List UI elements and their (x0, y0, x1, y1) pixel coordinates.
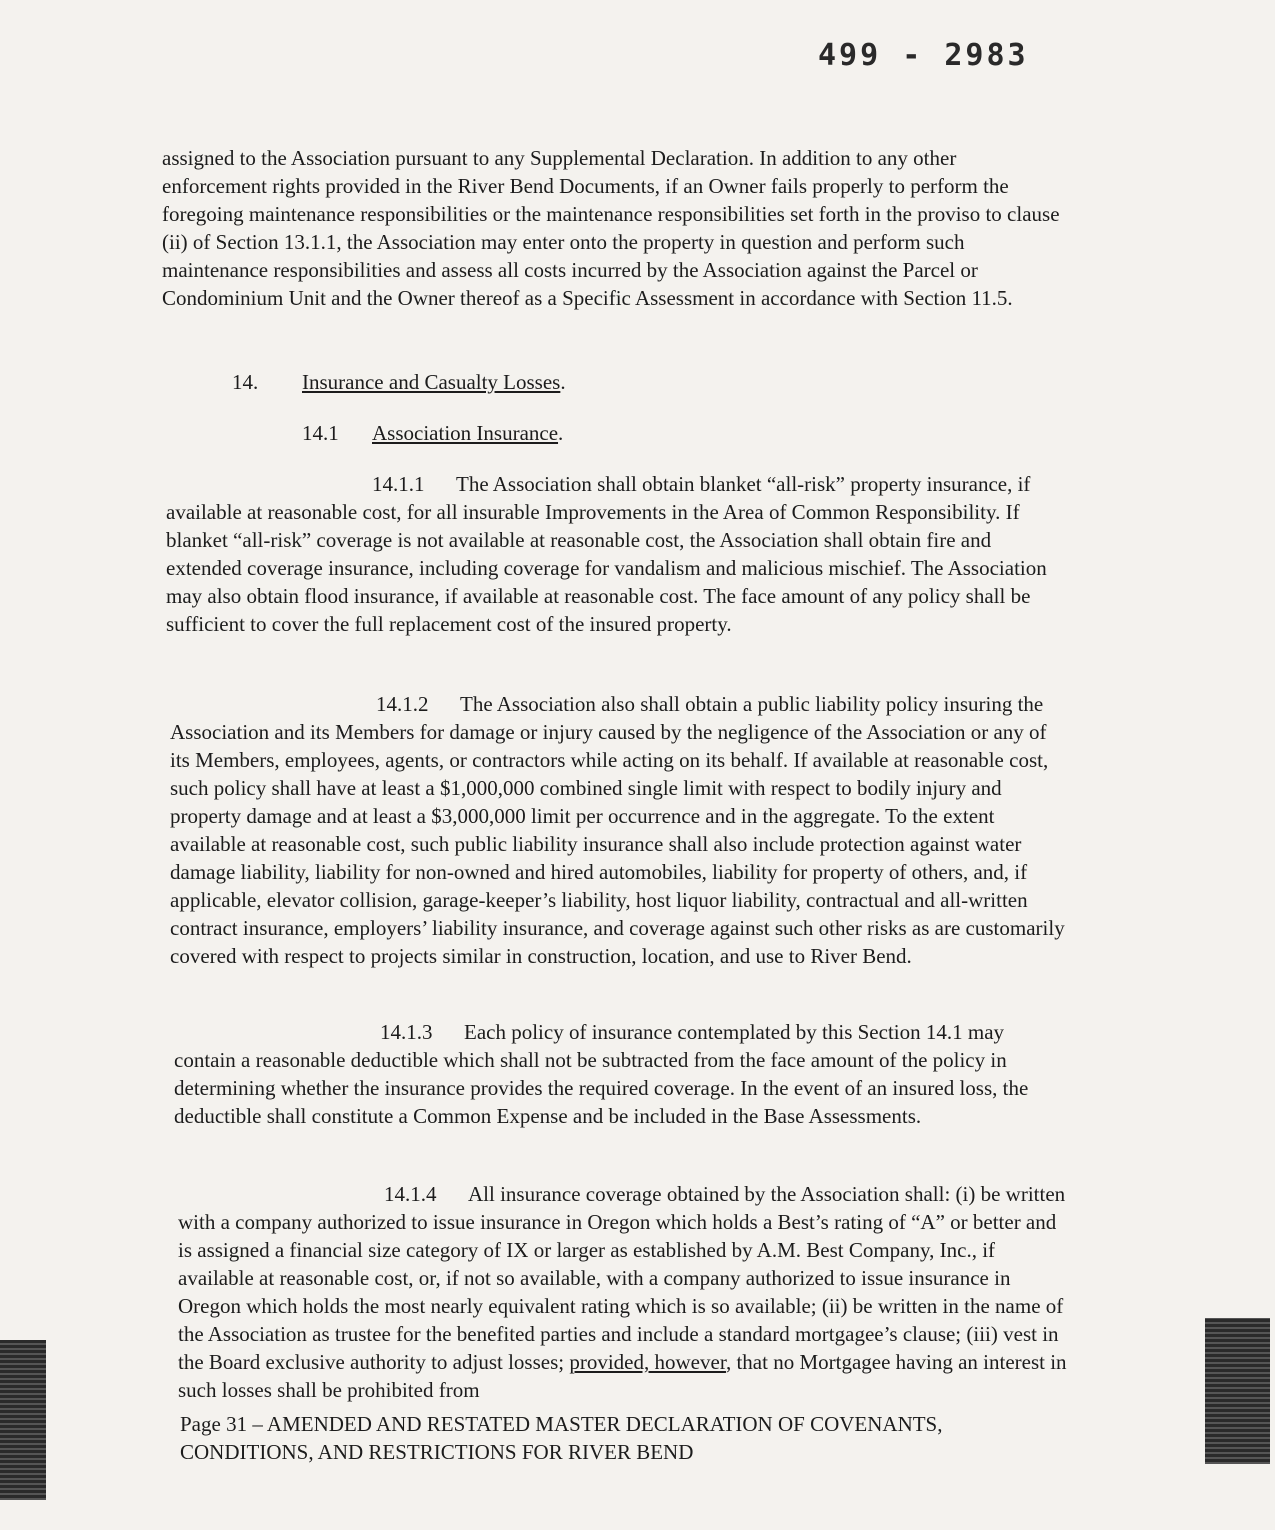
recording-stamp-number: 499 - 2983 (818, 38, 1029, 73)
footer-line-2: CONDITIONS, AND RESTRICTIONS FOR RIVER BEND (180, 1440, 694, 1464)
section-14-title: Insurance and Casualty Losses (302, 370, 561, 394)
section-14-heading (232, 368, 566, 396)
paragraph-14-1-1-number: 14.1.1 (372, 472, 425, 496)
paragraph-14-1-1 (166, 470, 1066, 638)
paragraph-14-1-4-text-before: All insurance coverage obtained by the Association shall: (i) be written with a company authorized to issue insurance in Oregon which holds a Best’s rating of “A” or better and is assigned a financial size category of IX or larger as established by A.M. Best Company, Inc., if available at reasonable cost, or, if not so available, with a company authorized to issue insurance in Oregon which holds the most nearly equivalent rating which is so available; (ii) be written in the name of the Association as trustee for the benefited parties and include a standard mortgagee’s clause; (iii) vest in the Board exclusive authority to adjust losses; (178, 1182, 1066, 1374)
paragraph-14-1-4-text-after: , that no Mortgagee having an interest in such losses shall be prohibited from (178, 1350, 1067, 1402)
paragraph-14-1-4-number: 14.1.4 (384, 1182, 437, 1206)
section-14-1-title: Association Insurance (372, 421, 559, 445)
scan-edge-mark-left (0, 1340, 46, 1500)
paragraph-14-1-3-number: 14.1.3 (380, 1020, 433, 1044)
paragraph-14-1-4 (178, 1180, 1068, 1404)
paragraph-14-1-3-text: Each policy of insurance contemplated by this Section 14.1 may contain a reasonable deductible which shall not be subtracted from the face amount of the policy in determining whether the insurance provides the required coverage. In the event of an insured loss, the deductible shall constitute a Common Expense and be included in the Base Assessments. (174, 1020, 1029, 1128)
intro-paragraph: assigned to the Association pursuant to any Supplemental Declaration. In addition to any other enforcement rights provided in the River Bend Documents, if an Owner fails properly to perform the foregoing maintenance responsibilities or the maintenance responsibilities set forth in the proviso to clause (ii) of Section 13.1.1, the Association may enter onto the property in question and perform such maintenance responsibilities and assess all costs incurred by the Association against the Parcel or Condominium Unit and the Owner thereof as a Specific Assessment in accordance with Section 11.5. (162, 146, 1060, 310)
footer-line-1: Page 31 – AMENDED AND RESTATED MASTER DECLARATION OF COVENANTS, (180, 1412, 943, 1436)
paragraph-14-1-2-text: The Association also shall obtain a public liability policy insuring the Association and its Members for damage or injury caused by the negligence of the Association or any of its Members, employees, agents, or contractors while acting on its behalf. If available at reasonable cost, such policy shall have at least a $1,000,000 combined single limit with respect to bodily injury and property damage and at least a $3,000,000 limit per occurrence and in the aggregate. To the extent available at reasonable cost, such public liability insurance shall also include protection against water damage liability, liability for non-owned and hired automobiles, liability for property of others, and, if applicable, elevator collision, garage-keeper’s liability, host liquor liability, contractual and all-written contract insurance, employers’ liability insurance, and coverage against such other risks as are customarily covered with respect to projects similar in construction, location, and use to River Bend. (170, 692, 1065, 968)
section-14-number: 14. (232, 370, 259, 394)
page-footer (180, 1410, 943, 1466)
paragraph-14-1-2 (170, 690, 1070, 970)
provided-however-emphasis: provided, however (569, 1350, 726, 1374)
section-14-1-punct: . (558, 421, 564, 445)
scan-edge-mark-right (1205, 1318, 1270, 1464)
paragraph-14-1-1-text: The Association shall obtain blanket “all-risk” property insurance, if available at reasonable cost, for all insurable Improvements in the Area of Common Responsibility. If blanket “all-risk” coverage is not available at reasonable cost, the Association shall obtain fire and extended coverage insurance, including coverage for vandalism and malicious mischief. The Association may also obtain flood insurance, if available at reasonable cost. The face amount of any policy shall be sufficient to cover the full replacement cost of the insured property. (166, 472, 1047, 636)
paragraph-14-1-3 (174, 1018, 1064, 1130)
section-14-1-number: 14.1 (302, 421, 339, 445)
section-14-1-heading (302, 419, 563, 447)
section-14-punct: . (560, 370, 566, 394)
paragraph-14-1-2-number: 14.1.2 (376, 692, 429, 716)
